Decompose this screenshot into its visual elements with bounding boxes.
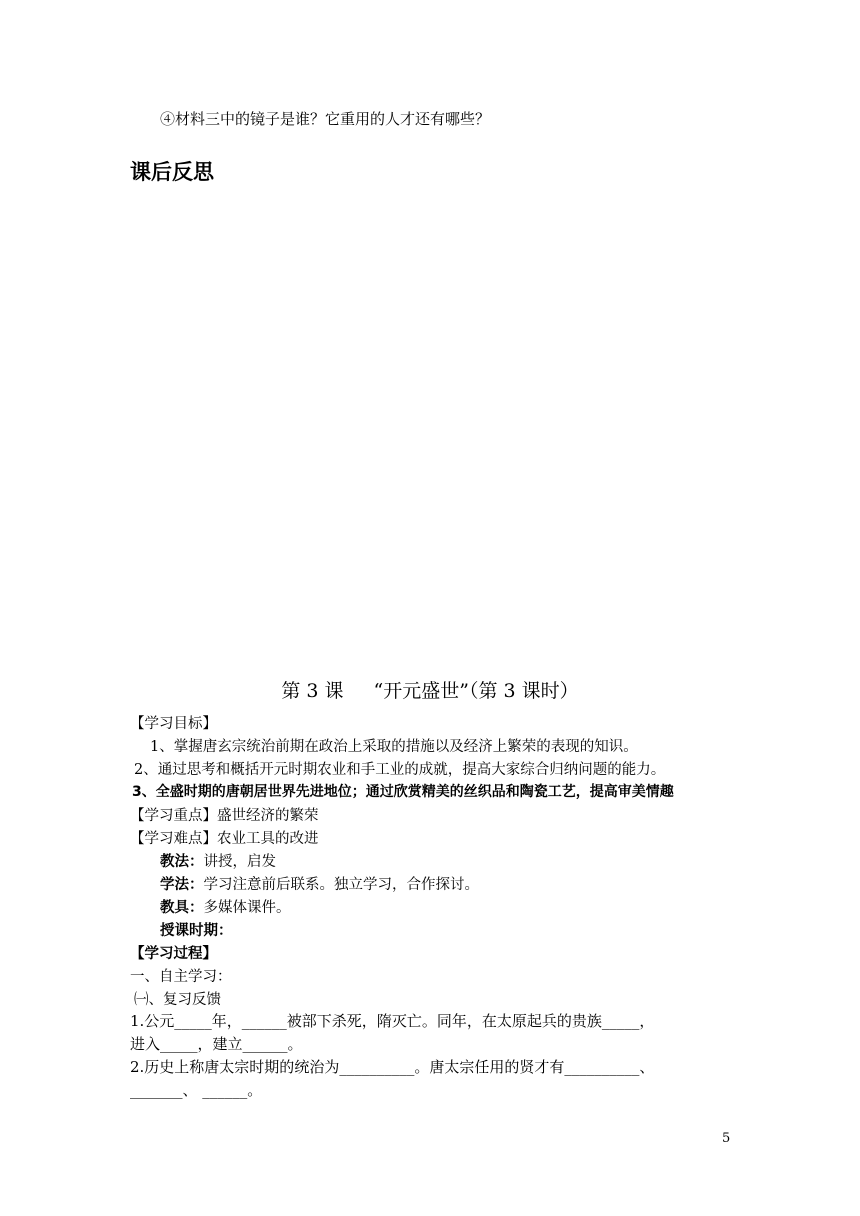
objective-3: 3、全盛时期的唐朝居世界先进地位；通过欣赏精美的丝织品和陶瓷工艺，提高审美情趣 xyxy=(132,784,674,800)
teaching-method-value: 讲授，启发 xyxy=(203,854,276,870)
learning-method xyxy=(160,873,479,894)
teaching-aids xyxy=(160,896,291,917)
lesson-number: 第 3 课 xyxy=(281,680,344,702)
teaching-period-label: 授课时期： xyxy=(160,922,233,939)
learning-method-label: 学法： xyxy=(160,876,204,893)
key-point-label: 【学习重点】 xyxy=(130,808,217,824)
section-heading: 课后反思 xyxy=(130,160,214,184)
learning-method-value: 学习注意前后联系。独立学习，合作探讨。 xyxy=(203,877,479,893)
objective-1: 1、掌握唐玄宗统治前期在政治上采取的措施以及经济上繁荣的表现的知识。 xyxy=(150,739,638,755)
question-4: ④材料三中的镜子是谁？它重用的人才还有哪些？ xyxy=(160,110,491,128)
difficulty-label: 【学习难点】 xyxy=(130,831,217,847)
difficulty xyxy=(130,827,319,848)
review-heading: ㈠、复习反馈 xyxy=(134,992,221,1008)
teaching-method xyxy=(160,850,276,871)
question-2-line-2: _______、 ______。 xyxy=(130,1081,263,1099)
difficulty-value: 农业工具的改进 xyxy=(217,831,319,847)
lesson-title xyxy=(0,676,860,703)
lesson-name: “开元盛世”（第 3 课时） xyxy=(373,680,579,702)
teaching-period xyxy=(160,919,233,940)
question-1-line-2: 进入_____，建立______。 xyxy=(130,1035,303,1053)
page-number: 5 xyxy=(722,1131,731,1146)
process-label: 【学习过程】 xyxy=(130,945,217,962)
teaching-method-label: 教法： xyxy=(160,853,204,870)
self-study-heading: 一、自主学习： xyxy=(130,969,232,985)
key-point-value: 盛世经济的繁荣 xyxy=(217,808,319,824)
question-1-line-1: 1.公元_____年，______被部下杀死，隋灭亡。同年，在太原起兵的贵族_____， xyxy=(130,1012,655,1030)
objective-2: 2、通过思考和概括开元时期农业和手工业的成就，提高大家综合归纳问题的能力。 xyxy=(134,762,666,778)
objectives-label: 【学习目标】 xyxy=(130,716,217,732)
teaching-aids-label: 教具： xyxy=(160,899,204,916)
key-point xyxy=(130,804,319,825)
teaching-aids-value: 多媒体课件。 xyxy=(203,900,291,916)
question-2-line-1: 2.历史上称唐太宗时期的统治为__________。唐太宗任用的贤才有__________、 xyxy=(130,1058,655,1076)
